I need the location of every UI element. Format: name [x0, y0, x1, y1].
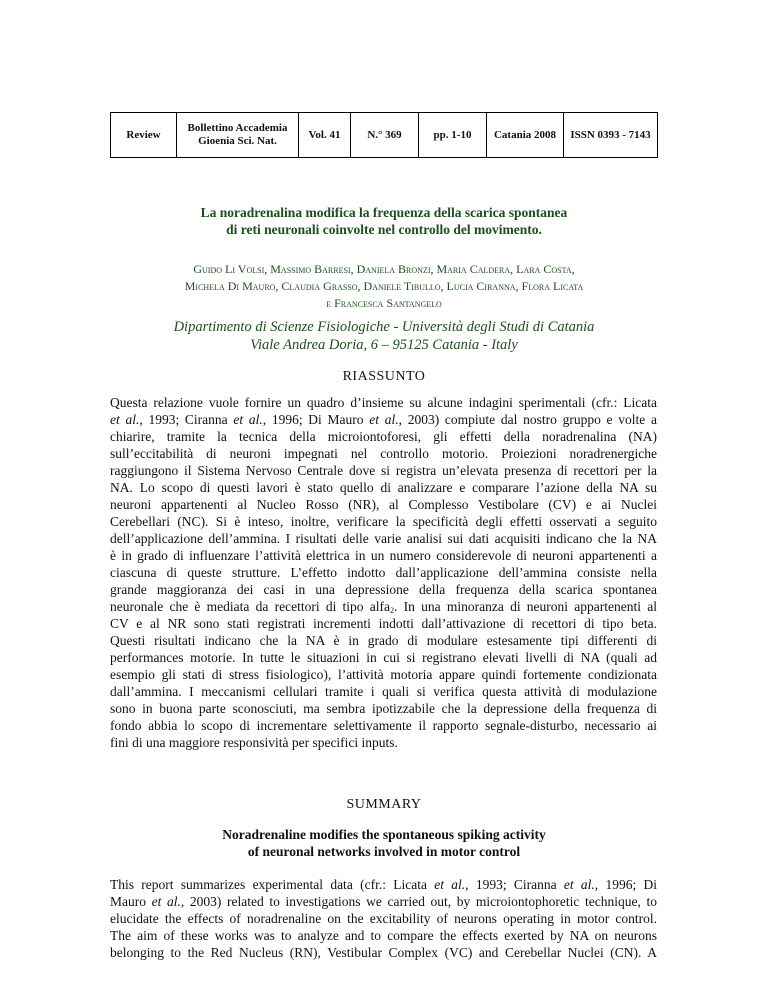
- abstract-line: fini di una maggiore responsività per specifici inputs.: [110, 735, 398, 750]
- summary-heading: SUMMARY: [346, 797, 422, 812]
- abstract-line: et al., 1993; Ciranna et al., 1996; Di Mauro et al., 2003) compiute dal nostro gruppo e volte a: [110, 412, 657, 427]
- riassunto-heading: RIASSUNTO: [342, 369, 426, 384]
- abstract-line: neuronale che è mediata da recettori di tipo alfa$_2$. In una minoranza di neuroni appartenenti al: [110, 599, 657, 615]
- abstract-line: chiarire, tramite la tecnica della microiontoforesi, gli effetti della noradrenalina (NA): [110, 429, 657, 444]
- abstract-line: esempio gli stati di stress fisiologico), l’attività motoria appare quindi fortemente condizionata: [110, 667, 657, 682]
- abstract-line: performances motorie. In tutte le situazioni in cui si registrano elevati livelli di NA (quali ad: [110, 650, 657, 665]
- author-list: [100, 261, 668, 312]
- author-line: Michela Di Mauro, Claudia Grasso, Daniele Tibullo, Lucia Ciranna, Flora Licata: [184, 279, 584, 293]
- affiliation-line: Dipartimento di Scienze Fisiologiche - Università degli Studi di Catania: [173, 319, 595, 335]
- summary-title-line: Noradrenaline modifies the spontaneous spiking activity: [222, 827, 546, 842]
- abstract-line: Questa relazione vuole fornire un quadro d’insieme su alcune indagini sperimentali (cfr.: Licata: [110, 395, 657, 410]
- abstract-line: This report summarizes experimental data (cfr.: Licata et al., 1993; Ciranna et al., 1996; Di: [110, 877, 657, 892]
- summary-abstract: [110, 876, 657, 961]
- summary-title-line: of neuronal networks involved in motor control: [247, 844, 521, 859]
- abstract-line: neuroni appartenenti al Nucleo Rosso (NR), al Complesso Vestibolare (CV) e ai Nuclei: [110, 497, 657, 512]
- abstract-line: CV e al NR sono stati registrati incrementi indotti dall’attivazione di recettori di tipo beta.: [110, 616, 657, 631]
- abstract-line: dall’ammina. I meccanismi cellulari tramite i quali si verifica questa attività di modulazione: [110, 684, 657, 699]
- author-line: e Francesca Santangelo: [326, 296, 442, 310]
- abstract-line: Cerebellari (NC). Si è inteso, inoltre, verificare la specificità degli effetti osservati a seguito: [110, 514, 657, 529]
- abstract-line: Questi risultati indicano che la NA è in grado di modulare estesamente tipi differenti di: [110, 633, 657, 648]
- affiliation: [0, 318, 768, 354]
- header-journal-cell: Bollettino Accademia Gioenia Sci. Nat.: [177, 113, 299, 158]
- abstract-line: elucidate the effects of noradrenaline on the excitability of neurons operating in motor control.: [110, 911, 657, 926]
- paper-title-line: di reti neuronali coinvolte nel controllo del movimento.: [226, 222, 542, 237]
- header-place-year-cell: Catania 2008: [487, 113, 564, 158]
- journal-header-table: [110, 112, 658, 158]
- abstract-line: Mauro et al., 2003) related to investigations we carried out, by microiontophoretic technique, to: [110, 894, 657, 909]
- abstract-line: è in grado di influenzare l’attività elettrica in un numero considerevole di neuroni appartenenti a: [110, 548, 657, 563]
- summary-title: [0, 826, 768, 860]
- abstract-line: sull’eccitabilità di neuroni impegnati nel controllo motorio. Proiezioni noradrenergiche: [110, 446, 657, 461]
- abstract-line: grande maggioranza dei casi in una depressione della frequenza della scarica spontanea: [110, 582, 657, 597]
- header-number-cell: N.° 369: [351, 113, 419, 158]
- paper-title-line: La noradrenalina modifica la frequenza della scarica spontanea: [200, 205, 568, 220]
- abstract-line: raggiungono il Sistema Nervoso Centrale dove si registra un’elevata presenza di recettori per la: [110, 463, 657, 478]
- abstract-line: belonging to the Red Nucleus (RN), Vestibular Complex (VC) and Cerebellar Nuclei (CN). A: [110, 945, 657, 960]
- header-issn-cell: ISSN 0393 - 7143: [564, 113, 658, 158]
- header-type-cell: Review: [111, 113, 177, 158]
- abstract-line: fondo abbia lo scopo di incrementare selettivamente il rapporto segnale-disturbo, necessario ai: [110, 718, 657, 733]
- abstract-line: The aim of these works was to analyze and to compare the effects exerted by NA on neurons: [110, 928, 657, 943]
- header-volume-cell: Vol. 41: [299, 113, 351, 158]
- abstract-line: NA. Lo scopo di questi lavori è stato quello di analizzare e comparare l’azione della NA su: [110, 480, 657, 495]
- paper-title: [0, 204, 768, 238]
- header-pages-cell: pp. 1-10: [419, 113, 487, 158]
- author-line: Guido Li Volsi, Massimo Barresi, Daniela Bronzi, Maria Caldera, Lara Costa,: [193, 262, 575, 276]
- abstract-line: ciascuna di queste strutture. L’effetto indotto dall’applicazione dell’ammina consiste nella: [110, 565, 657, 580]
- abstract-line: dell’applicazione dell’ammina. I risultati delle varie analisi sui dati acquisiti indicano che la NA: [110, 531, 657, 546]
- riassunto-abstract: [110, 394, 657, 751]
- abstract-line: sono in buona parte sconosciuti, ma sembra ipotizzabile che la depressione della frequenza di: [110, 701, 657, 716]
- affiliation-line: Viale Andrea Doria, 6 – 95125 Catania - Italy: [250, 337, 518, 353]
